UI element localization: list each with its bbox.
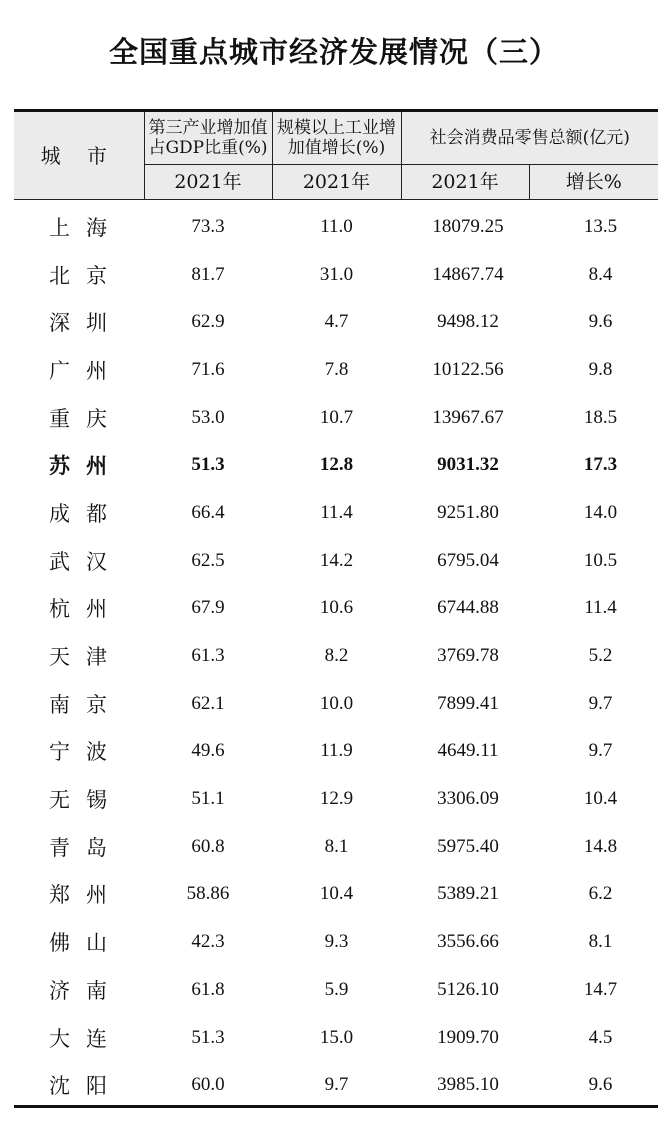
city-name: 深圳 xyxy=(49,311,123,336)
retail-growth-value: 9.7 xyxy=(588,740,613,762)
tertiary-share-value: 42.3 xyxy=(191,931,225,953)
tertiary-share-value: 60.8 xyxy=(191,835,225,857)
table-row xyxy=(14,203,658,251)
industrial-growth-value: 10.6 xyxy=(319,597,354,619)
retail-growth-value: 10.5 xyxy=(583,549,618,571)
table-row xyxy=(14,966,658,1014)
tertiary-share-value: 53.0 xyxy=(191,406,225,428)
city-name: 重庆 xyxy=(49,406,123,431)
industrial-growth-value: 11.4 xyxy=(320,501,353,523)
city-name: 北京 xyxy=(49,263,123,288)
tertiary-share-value: 71.6 xyxy=(191,358,225,380)
tertiary-share-value: 62.9 xyxy=(191,311,225,333)
retail-growth-value: 9.7 xyxy=(588,692,613,714)
retail-sales-value: 9498.12 xyxy=(437,311,499,333)
city-name: 苏州 xyxy=(49,454,123,479)
table-row xyxy=(14,489,658,537)
table-row xyxy=(14,918,658,966)
retail-sales-value: 3769.78 xyxy=(437,645,499,667)
city-name: 无锡 xyxy=(49,788,123,813)
tertiary-share-value: 60.0 xyxy=(191,1074,225,1096)
retail-growth-value: 14.7 xyxy=(583,978,618,1000)
industrial-growth-value: 10.0 xyxy=(319,692,354,714)
tertiary-share-value: 51.3 xyxy=(191,454,225,476)
table-row xyxy=(14,1061,658,1109)
table-header xyxy=(14,112,658,200)
industrial-growth-value: 5.9 xyxy=(324,978,349,1000)
industrial-growth-value: 14.2 xyxy=(319,549,354,571)
city-name: 沈阳 xyxy=(49,1074,123,1099)
industrial-growth-value: 11.9 xyxy=(320,740,353,762)
industrial-growth-value: 12.9 xyxy=(319,788,354,810)
retail-growth-value: 11.4 xyxy=(584,597,617,619)
header-retail-sales: 社会消费品零售总额(亿元) xyxy=(401,112,658,165)
city-name: 天津 xyxy=(49,645,123,670)
city-name: 上海 xyxy=(49,215,123,240)
header-industrial-growth: 规模以上工业增加值增长(%) xyxy=(272,112,401,165)
industrial-growth-value: 31.0 xyxy=(319,263,354,285)
retail-growth-value: 9.6 xyxy=(588,311,613,333)
retail-growth-value: 10.4 xyxy=(583,788,618,810)
city-name: 青岛 xyxy=(49,835,123,860)
retail-sales-value: 5389.21 xyxy=(437,883,499,905)
retail-sales-value: 6744.88 xyxy=(437,597,499,619)
retail-sales-value: 9251.80 xyxy=(437,501,499,523)
table-row xyxy=(14,871,658,919)
city-name: 成都 xyxy=(49,501,123,526)
retail-growth-value: 4.5 xyxy=(588,1026,613,1048)
city-name: 济南 xyxy=(49,978,123,1003)
tertiary-share-value: 66.4 xyxy=(191,501,225,523)
retail-growth-value: 14.0 xyxy=(583,501,618,523)
table-row xyxy=(14,394,658,442)
industrial-growth-value: 8.2 xyxy=(324,645,349,667)
table-row xyxy=(14,298,658,346)
city-name: 杭州 xyxy=(49,597,123,622)
retail-sales-value: 3556.66 xyxy=(437,931,499,953)
industrial-growth-value: 15.0 xyxy=(319,1026,354,1048)
industrial-growth-value: 10.4 xyxy=(319,883,354,905)
retail-growth-value: 17.3 xyxy=(583,454,618,476)
retail-sales-value: 18079.25 xyxy=(432,215,504,237)
retail-growth-value: 9.6 xyxy=(588,1074,613,1096)
industrial-growth-value: 8.1 xyxy=(324,835,349,857)
table-row xyxy=(14,632,658,680)
tertiary-share-value: 58.86 xyxy=(186,883,230,905)
city-name: 宁波 xyxy=(49,740,123,765)
city-name: 武汉 xyxy=(49,549,123,574)
tertiary-share-value: 81.7 xyxy=(191,263,225,285)
table-row xyxy=(14,537,658,585)
retail-sales-value: 3306.09 xyxy=(437,788,499,810)
header-city: 城 市 xyxy=(14,112,144,200)
retail-sales-value: 6795.04 xyxy=(437,549,499,571)
tertiary-share-value: 51.1 xyxy=(191,788,225,810)
tertiary-share-value: 51.3 xyxy=(191,1026,225,1048)
industrial-growth-value: 11.0 xyxy=(320,215,353,237)
header-growth: 增长% xyxy=(529,165,658,200)
tertiary-share-value: 62.5 xyxy=(191,549,225,571)
page-title: 全国重点城市经济发展情况（三） xyxy=(108,35,559,69)
tertiary-share-value: 61.3 xyxy=(191,645,225,667)
table-row xyxy=(14,823,658,871)
table-body xyxy=(14,203,658,1109)
table-row xyxy=(14,1014,658,1062)
retail-sales-value: 9031.32 xyxy=(437,454,499,476)
city-name: 大连 xyxy=(49,1026,123,1051)
header-tertiary-share: 第三产业增加值占GDP比重(%) xyxy=(144,112,272,165)
table-row xyxy=(14,728,658,776)
industrial-growth-value: 9.3 xyxy=(324,931,349,953)
retail-sales-value: 4649.11 xyxy=(437,740,499,762)
retail-sales-value: 14867.74 xyxy=(432,263,504,285)
retail-sales-value: 13967.67 xyxy=(432,406,504,428)
tertiary-share-value: 49.6 xyxy=(191,740,225,762)
industrial-growth-value: 7.8 xyxy=(324,358,349,380)
retail-growth-value: 13.5 xyxy=(583,215,618,237)
retail-growth-value: 8.4 xyxy=(588,263,613,285)
retail-sales-value: 7899.41 xyxy=(437,692,499,714)
city-name: 广州 xyxy=(49,358,123,383)
retail-growth-value: 5.2 xyxy=(588,645,613,667)
table-row xyxy=(14,585,658,633)
tertiary-share-value: 61.8 xyxy=(191,978,225,1000)
industrial-growth-value: 10.7 xyxy=(319,406,354,428)
industrial-growth-value: 4.7 xyxy=(324,311,349,333)
header-year-2: 2021年 xyxy=(272,165,401,200)
industrial-growth-value: 9.7 xyxy=(324,1074,349,1096)
table-row xyxy=(14,251,658,299)
industrial-growth-value: 12.8 xyxy=(319,454,354,476)
city-name: 南京 xyxy=(49,692,123,717)
tertiary-share-value: 73.3 xyxy=(191,215,225,237)
city-name: 郑州 xyxy=(49,883,123,908)
table-row xyxy=(14,441,658,489)
table-row xyxy=(14,775,658,823)
tertiary-share-value: 67.9 xyxy=(191,597,225,619)
table-row xyxy=(14,680,658,728)
retail-growth-value: 14.8 xyxy=(583,835,618,857)
header-year-1: 2021年 xyxy=(144,165,272,200)
city-name: 佛山 xyxy=(49,931,123,956)
table-bottom-rule xyxy=(14,1105,658,1108)
retail-growth-value: 6.2 xyxy=(588,883,613,905)
retail-sales-value: 3985.10 xyxy=(437,1074,499,1096)
retail-sales-value: 1909.70 xyxy=(437,1026,499,1048)
retail-sales-value: 5126.10 xyxy=(437,978,499,1000)
table-row xyxy=(14,346,658,394)
retail-sales-value: 5975.40 xyxy=(437,835,499,857)
retail-growth-value: 9.8 xyxy=(588,358,613,380)
retail-growth-value: 18.5 xyxy=(583,406,618,428)
header-year-3: 2021年 xyxy=(401,165,529,200)
tertiary-share-value: 62.1 xyxy=(191,692,225,714)
retail-growth-value: 8.1 xyxy=(588,931,613,953)
retail-sales-value: 10122.56 xyxy=(432,358,504,380)
